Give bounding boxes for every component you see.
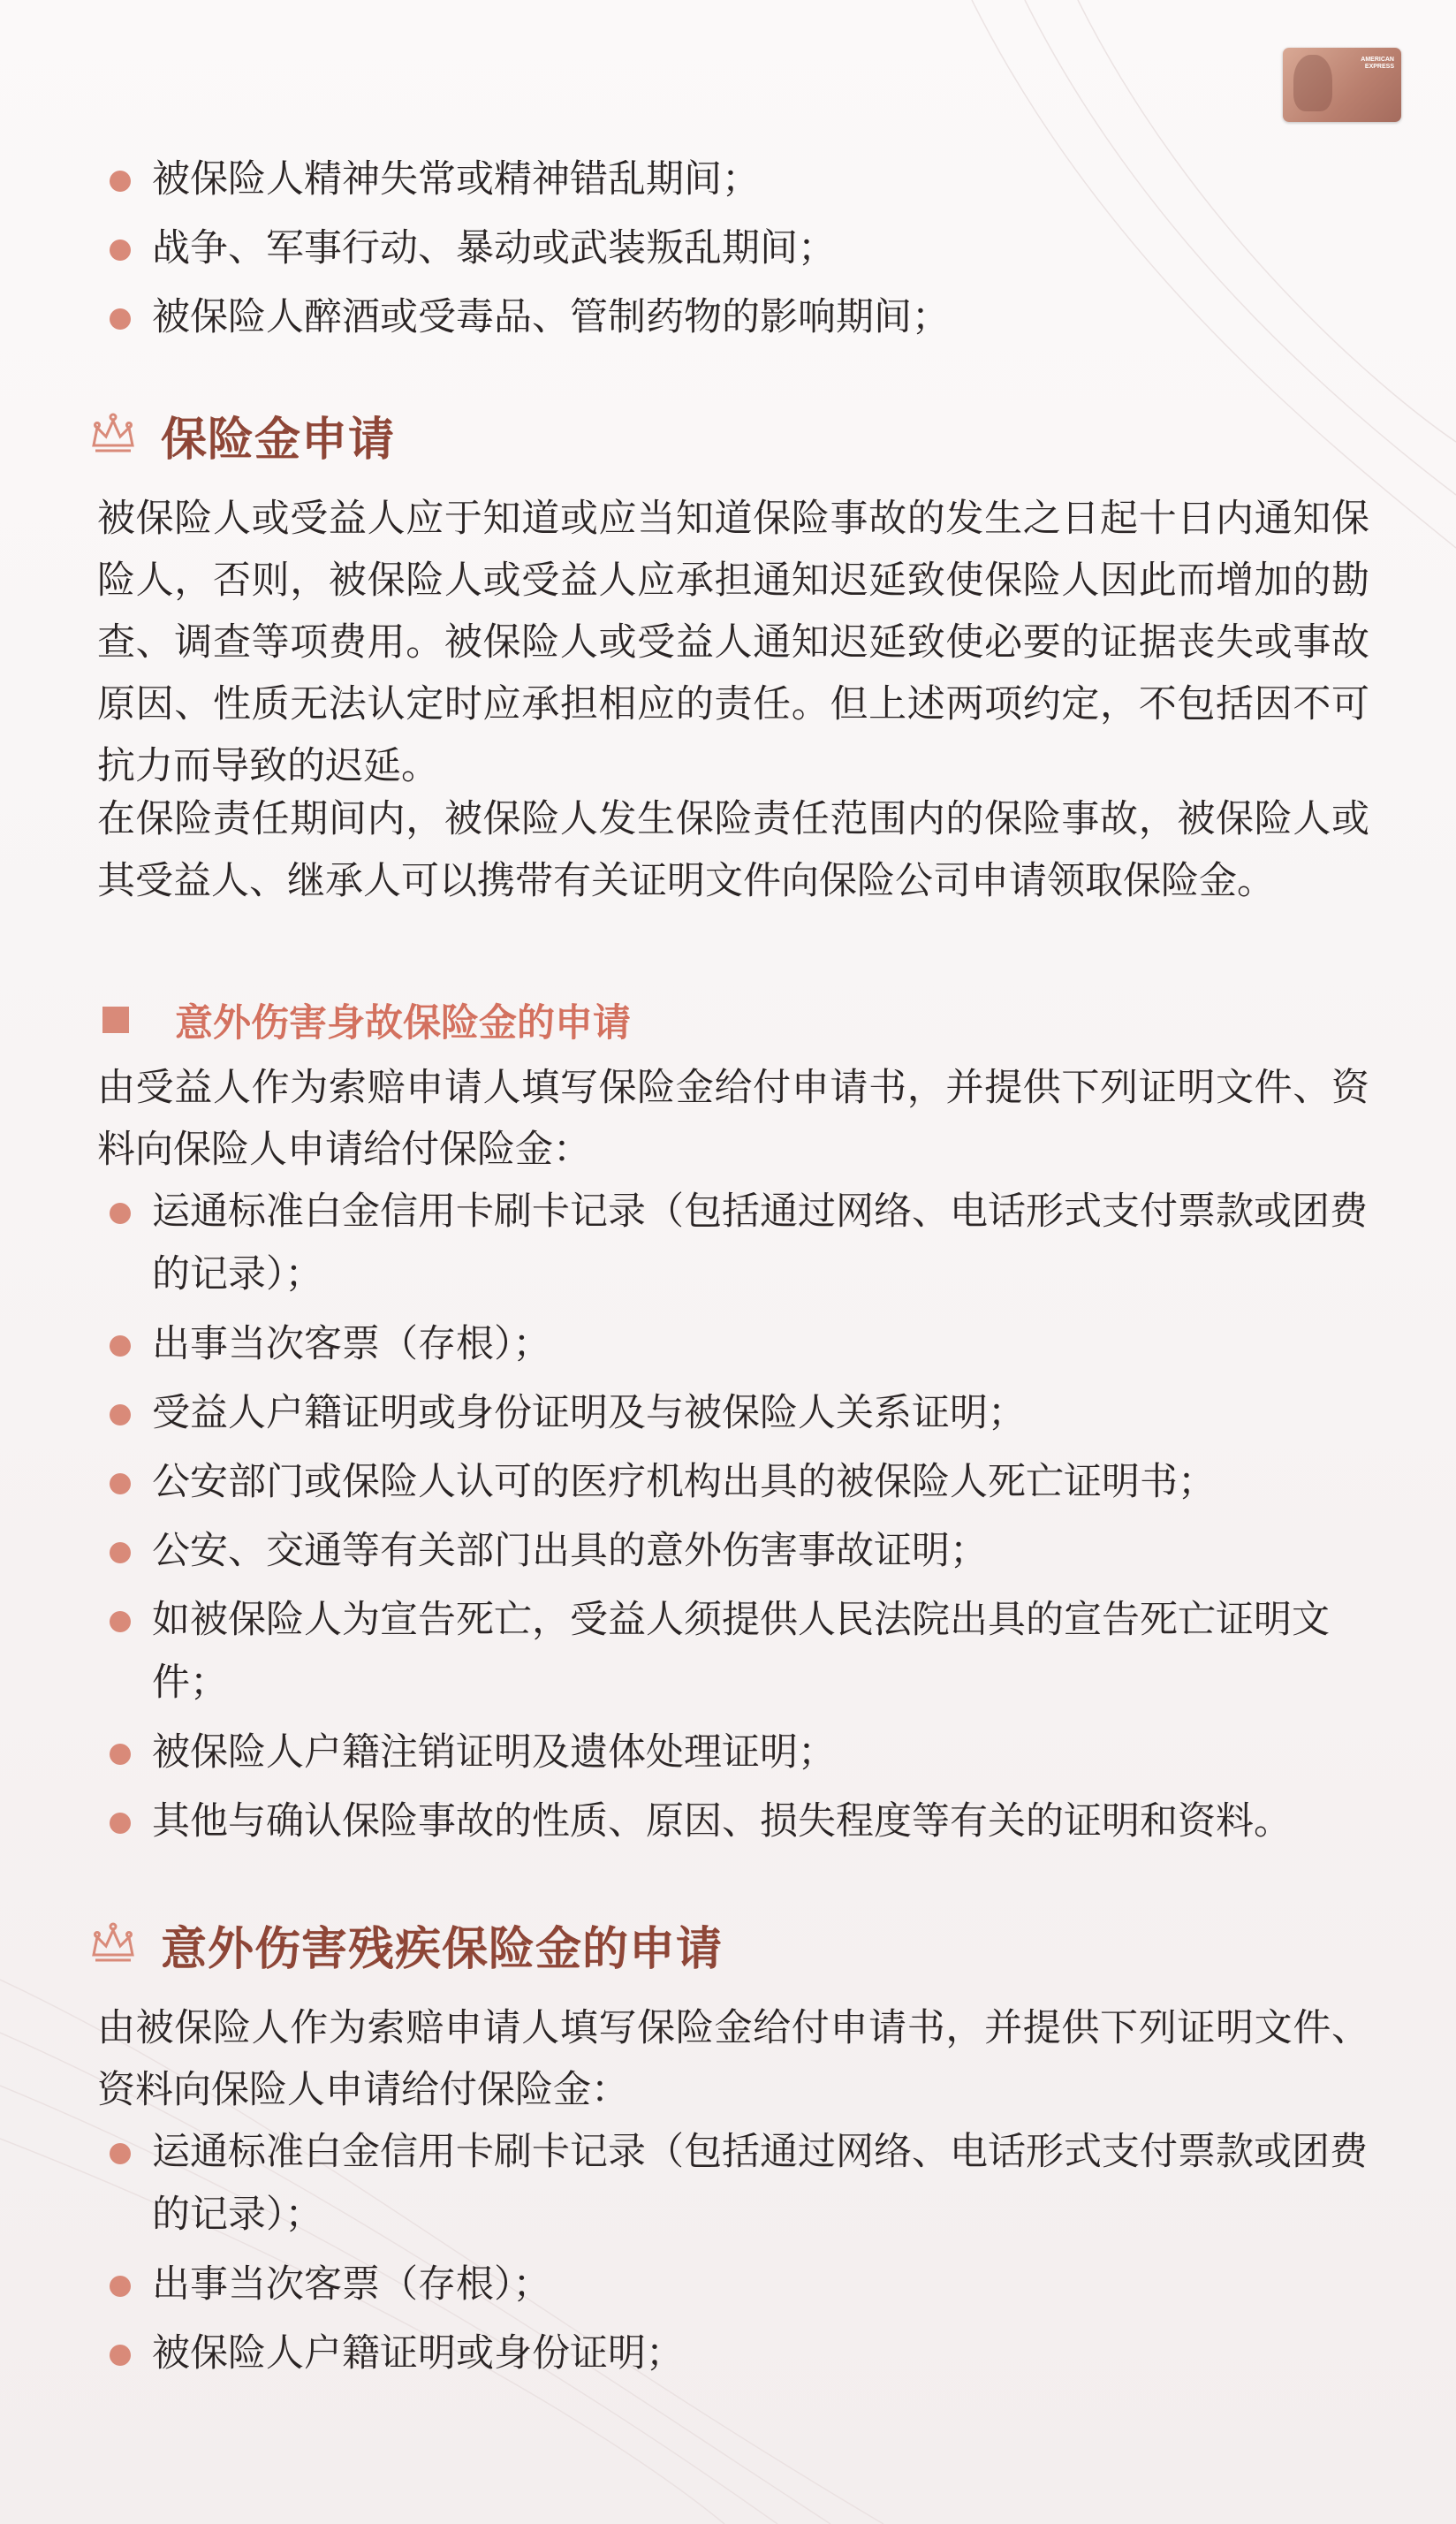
square-bullet-icon <box>102 1007 129 1033</box>
list-item: 被保险人户籍注销证明及遗体处理证明； <box>104 1722 1376 1790</box>
crown-icon <box>85 407 141 463</box>
bullet-dot-icon <box>110 239 131 261</box>
bullet-dot-icon <box>110 1473 131 1494</box>
disability-benefit-documents-list <box>104 2121 1376 2391</box>
list-item: 其他与确认保险事故的性质、原因、损失程度等有关的证明和资料。 <box>104 1790 1376 1859</box>
exclusion-list <box>104 148 1376 355</box>
bullet-dot-icon <box>110 1335 131 1357</box>
bullet-dot-icon <box>110 1744 131 1765</box>
bullet-dot-icon <box>110 1203 131 1224</box>
list-item: 战争、军事行动、暴动或武装叛乱期间； <box>104 217 1376 286</box>
section-heading <box>85 1909 723 1980</box>
bullet-dot-icon <box>110 1611 131 1632</box>
subsection-heading <box>102 993 631 1046</box>
section-title: 保险金申请 <box>161 413 396 467</box>
bullet-dot-icon <box>110 1813 131 1834</box>
american-express-card-logo <box>1283 48 1401 122</box>
claim-notice-paragraph: 被保险人或受益人应于知道或应当知道保险事故的发生之日起十日内通知保险人，否则，被保险人或受益人应承担通知迟延致使保险人因此而增加的勘查、调查等项费用。被保险人或受益人通知迟延致使必要的证据丧失或事故原因、性质无法认定时应承担相应的责任。但上述两项约定，不包括因不可抗力而导致的迟延。 <box>97 497 1369 788</box>
list-item: 被保险人醉酒或受毒品、管制药物的影响期间； <box>104 286 1376 355</box>
crown-icon <box>85 1916 141 1973</box>
bullet-dot-icon <box>110 1542 131 1563</box>
subsection-intro: 由受益人作为索赔申请人填写保险金给付申请书，并提供下列证明文件、资料向保险人申请给付保险金： <box>97 1066 1369 1172</box>
list-item: 出事当次客票（存根）； <box>104 1313 1376 1382</box>
claim-application-paragraph: 在保险责任期间内，被保险人发生保险责任范围内的保险事故，被保险人或其受益人、继承人可以携带有关证明文件向保险公司申请领取保险金。 <box>97 797 1369 903</box>
card-brand-text: AMERICAN EXPRESS <box>1361 57 1394 70</box>
bullet-dot-icon <box>110 1404 131 1425</box>
list-item: 被保险人户籍证明或身份证明； <box>104 2323 1376 2391</box>
bullet-dot-icon <box>110 171 131 192</box>
card-portrait-icon <box>1293 55 1332 111</box>
list-item: 公安、交通等有关部门出具的意外伤害事故证明； <box>104 1520 1376 1589</box>
list-item: 如被保险人为宣告死亡，受益人须提供人民法院出具的宣告死亡证明文件； <box>104 1589 1376 1722</box>
list-item: 被保险人精神失常或精神错乱期间； <box>104 148 1376 217</box>
death-benefit-documents-list <box>104 1181 1376 1859</box>
subsection-title: 意外伤害身故保险金的申请 <box>175 1000 631 1045</box>
bullet-dot-icon <box>110 2345 131 2366</box>
list-item: 受益人户籍证明或身份证明及与被保险人关系证明； <box>104 1382 1376 1451</box>
section-heading <box>85 399 395 470</box>
section-title: 意外伤害残疾保险金的申请 <box>161 1922 724 1976</box>
list-item: 运通标准白金信用卡刷卡记录（包括通过网络、电话形式支付票款或团费的记录）； <box>104 1181 1376 1313</box>
section-intro: 由被保险人作为索赔申请人填写保险金给付申请书，并提供下列证明文件、资料向保险人申请给付保险金： <box>97 2006 1369 2112</box>
list-item: 公安部门或保险人认可的医疗机构出具的被保险人死亡证明书； <box>104 1451 1376 1520</box>
bullet-dot-icon <box>110 308 131 330</box>
list-item: 运通标准白金信用卡刷卡记录（包括通过网络、电话形式支付票款或团费的记录）； <box>104 2121 1376 2254</box>
bullet-dot-icon <box>110 2276 131 2297</box>
list-item: 出事当次客票（存根）； <box>104 2254 1376 2323</box>
bullet-dot-icon <box>110 2143 131 2164</box>
